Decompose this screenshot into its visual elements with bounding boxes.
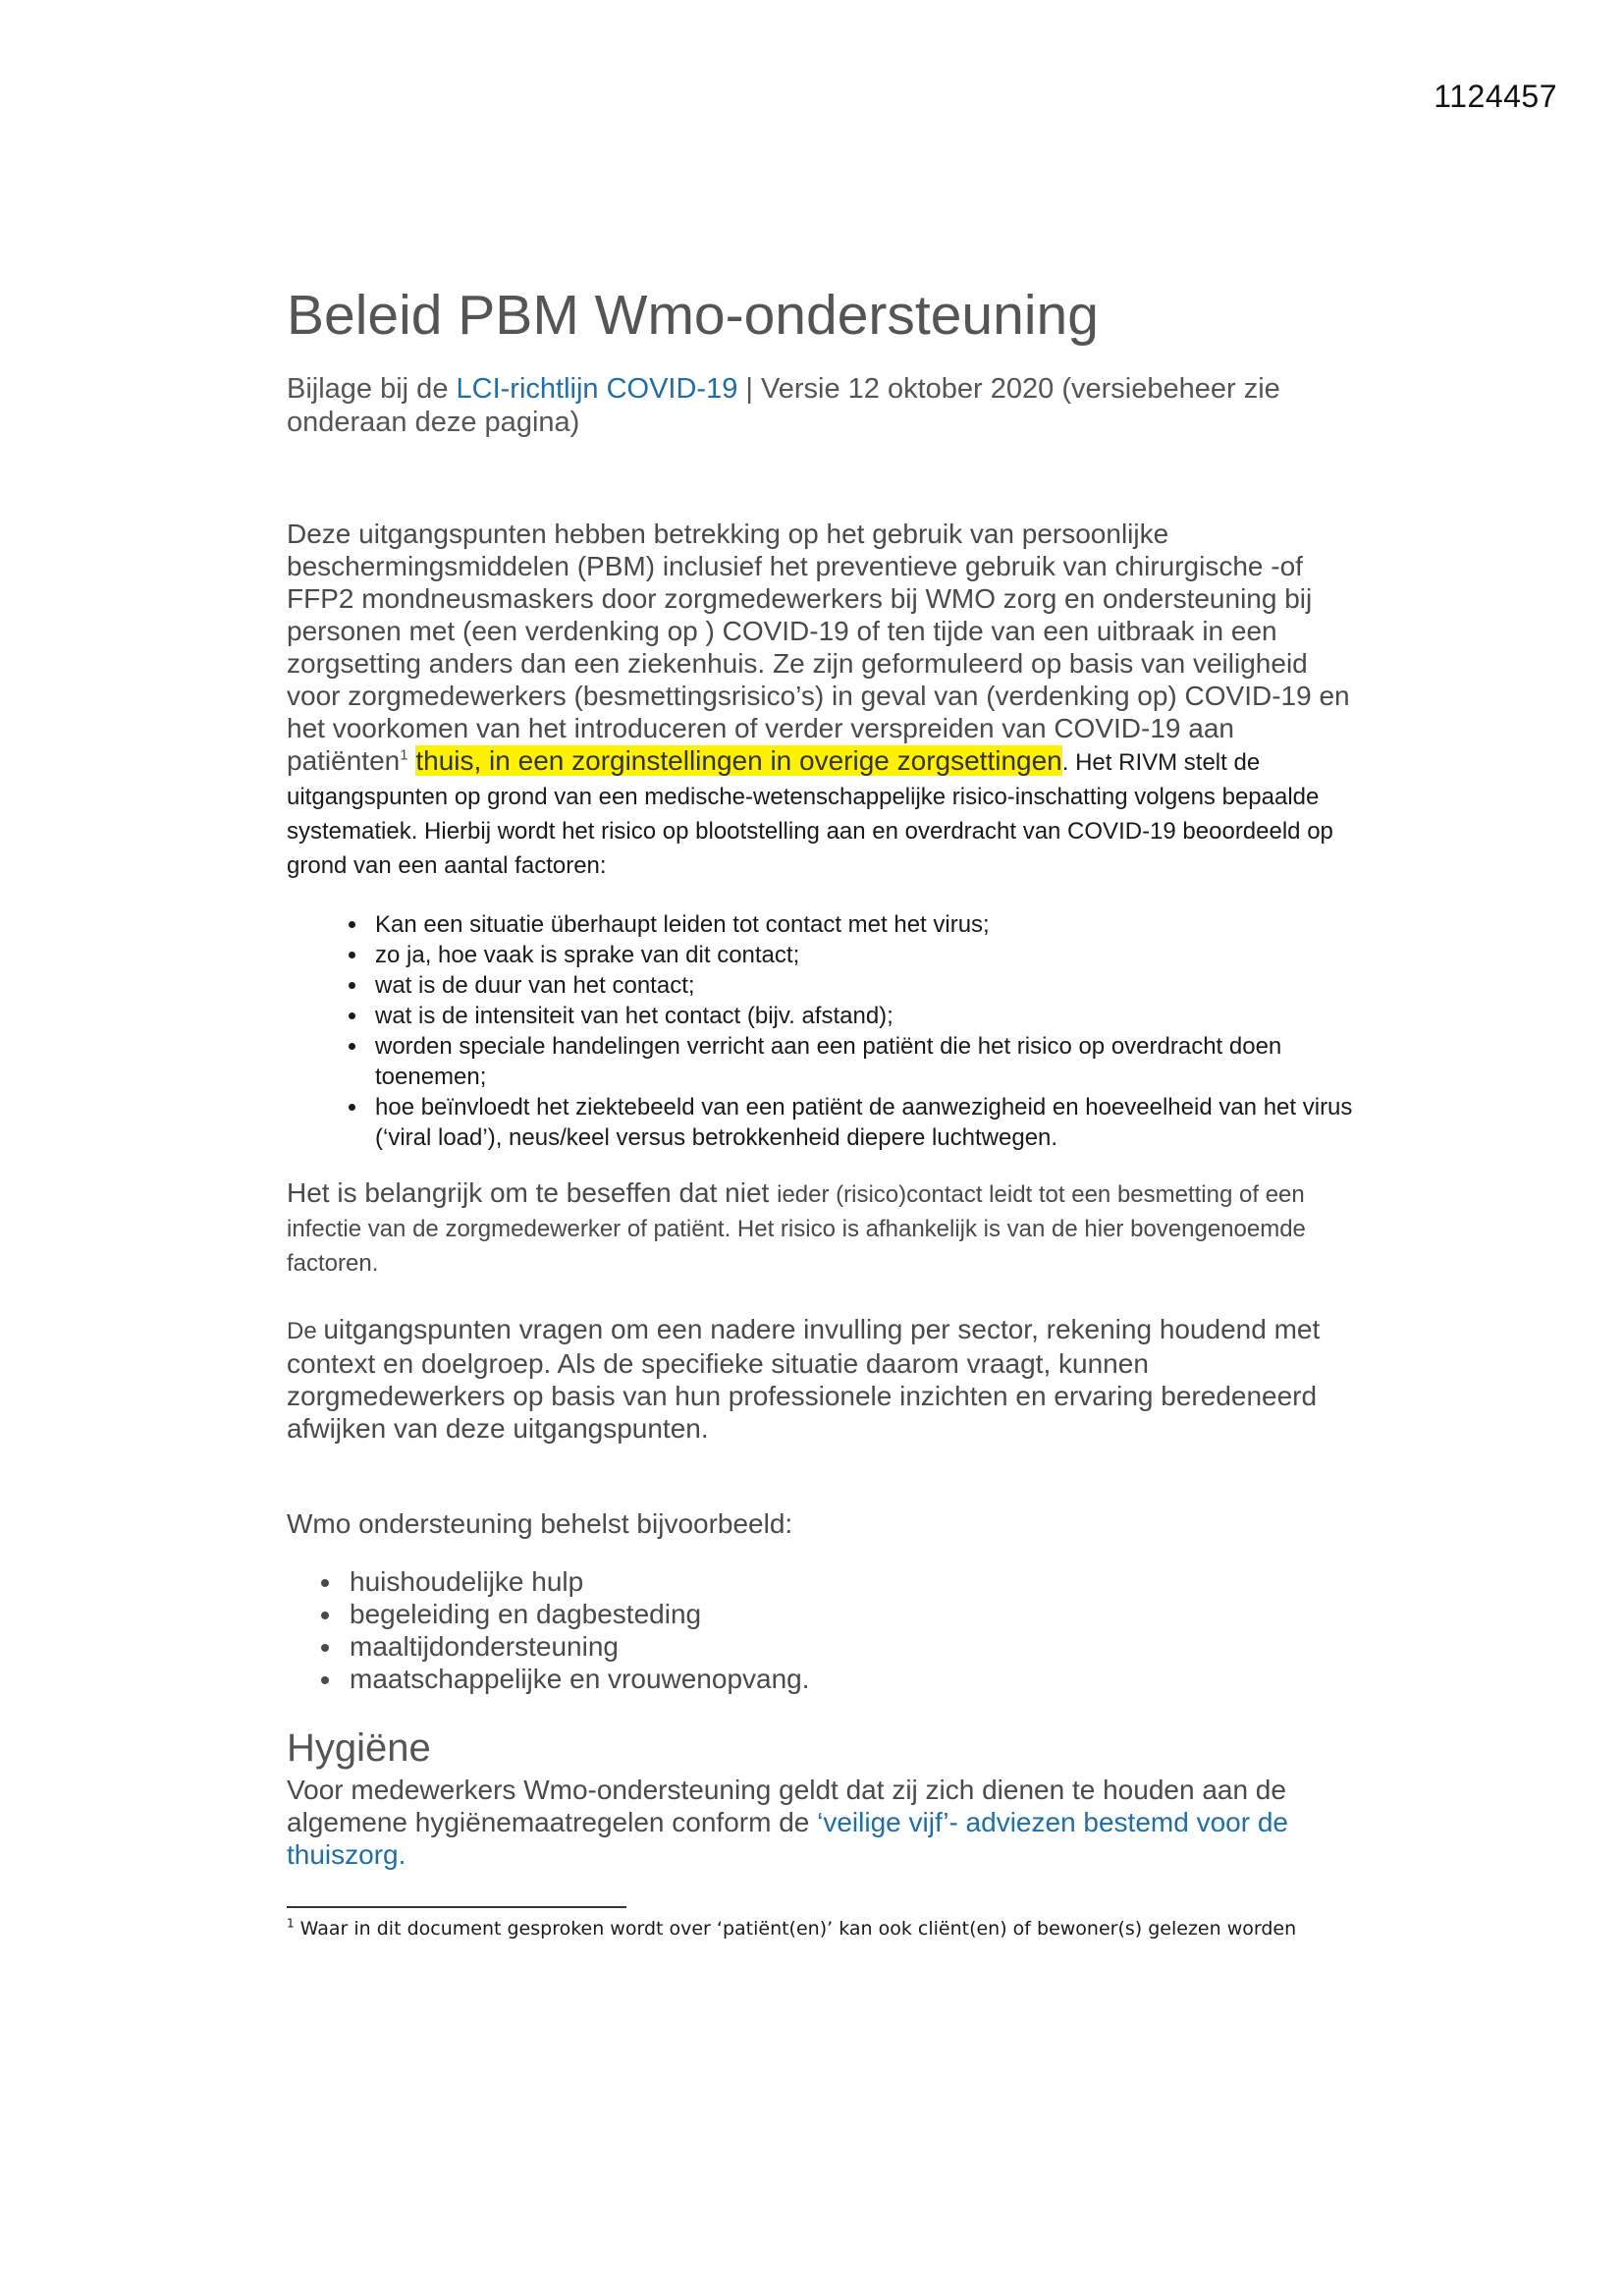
context-text-1: De: [287, 1317, 324, 1344]
document-id: 1124457: [1434, 79, 1557, 114]
context-paragraph: [287, 1313, 1357, 1445]
subtitle: [287, 372, 1357, 439]
subtitle-prefix: Bijlage bij de: [287, 372, 457, 405]
footnote: [287, 1918, 1357, 1940]
document-body: [287, 285, 1357, 1940]
wmo-examples-list: [287, 1565, 1357, 1695]
page-title: Beleid PBM Wmo-ondersteuning: [287, 284, 1099, 347]
lci-guideline-link[interactable]: LCI-richtlijn COVID-19: [456, 372, 738, 405]
list-item: • wat is de intensiteit van het contact (bijv. afstand);: [369, 1001, 1357, 1031]
risk-text-2: ieder (risico)contact leidt tot een besmetting of een infectie van de zorgmedewerker of patiënt. Het risico is afhankelijk is van de hier bovengenoemde factoren.: [287, 1180, 1306, 1277]
list-item: • zo ja, hoe vaak is sprake van dit contact;: [369, 940, 1357, 970]
footnote-divider: [287, 1906, 626, 1908]
intro-paragraph: [287, 518, 1357, 882]
footnote-reference[interactable]: 1: [400, 746, 408, 764]
intro-text-1: Deze uitgangspunten hebben betrekking op het gebruik van persoonlijke beschermingsmiddelen (PBM) inclusief het preventieve gebruik van chirurgische -of FFP2 mondneusmaskers door zorgmedewerkers bij WMO zorg en ondersteuning bij personen met (een verdenking op ) COVID-19 of ten tijde van een uitbraak in een zorgsetting anders dan een ziekenhuis. Ze zijn geformuleerd op basis van veiligheid voor zorgmedewerkers (besmettingsrisico’s) in geval van (verdenking op) COVID-19 en het voorkomen van het introduceren of verder verspreiden van COVID-19 aan patiënten: [287, 518, 1350, 776]
highlighted-text: thuis, in een zorginstellingen in overige zorgsettingen: [415, 744, 1062, 776]
wmo-intro: Wmo ondersteuning behelst bijvoorbeeld:: [287, 1507, 793, 1539]
intro-text-2: . Het RIVM stelt de uitgangspunten op grond van een medische-wetenschappelijke risico-inschatting volgens bepaalde systematiek. Hierbij wordt het risico op blootstelling aan en overdracht van COVID-19 beoordeeld op grond van een aantal factoren:: [287, 748, 1333, 879]
subtitle-suffix: | Versie 12 oktober 2020 (versiebeheer zie onderaan deze pagina): [287, 372, 1280, 438]
list-item: • begeleiding en dagbesteding: [344, 1598, 1357, 1630]
hygiene-text-prefix: Voor medewerkers Wmo-ondersteuning geldt dat zij zich dienen te houden aan de algemene hygiënemaatregelen conform de: [287, 1774, 1286, 1837]
risk-paragraph: [287, 1176, 1357, 1280]
footnote-mark: 1: [287, 1916, 295, 1931]
risk-text-1: Het is belangrijk om te beseffen dat niet: [287, 1176, 778, 1208]
list-item: • worden speciale handelingen verricht aan een patiënt die het risico op overdracht doen toenemen;: [369, 1031, 1357, 1092]
veilige-vijf-link[interactable]: ‘veilige vijf’- adviezen bestemd voor de thuiszorg: [287, 1806, 1288, 1870]
context-text-2: uitgangspunten vragen om een nadere invulling per sector, rekening houdend met context en doelgroep. Als de specifieke situatie daarom vraagt, kunnen zorgmedewerkers op basis van hun professionele inzichten en ervaring beredeneerd afwijken van deze uitgangspunten.: [287, 1313, 1321, 1444]
hygiene-paragraph: [287, 1774, 1357, 1871]
list-item: • huishoudelijke hulp: [344, 1565, 1357, 1598]
list-item: • maatschappelijke en vrouwenopvang.: [344, 1663, 1357, 1695]
hygiene-heading: Hygiëne: [287, 1725, 431, 1770]
list-item: • wat is de duur van het contact;: [369, 970, 1357, 1001]
risk-factors-list: [287, 909, 1357, 1153]
list-item: • Kan een situatie überhaupt leiden tot contact met het virus;: [369, 909, 1357, 940]
hygiene-text-suffix: .: [398, 1838, 406, 1870]
list-item: • hoe beïnvloedt het ziektebeeld van een patiënt de aanwezigheid en hoeveelheid van het virus (‘viral load’), neus/keel versus betrokkenheid diepere luchtwegen.: [369, 1092, 1357, 1153]
footnote-text: Waar in dit document gesproken wordt over ‘patiënt(en)’ kan ook cliënt(en) of bewoner(s) gelezen worden: [294, 1917, 1297, 1940]
list-item: • maaltijdondersteuning: [344, 1630, 1357, 1663]
